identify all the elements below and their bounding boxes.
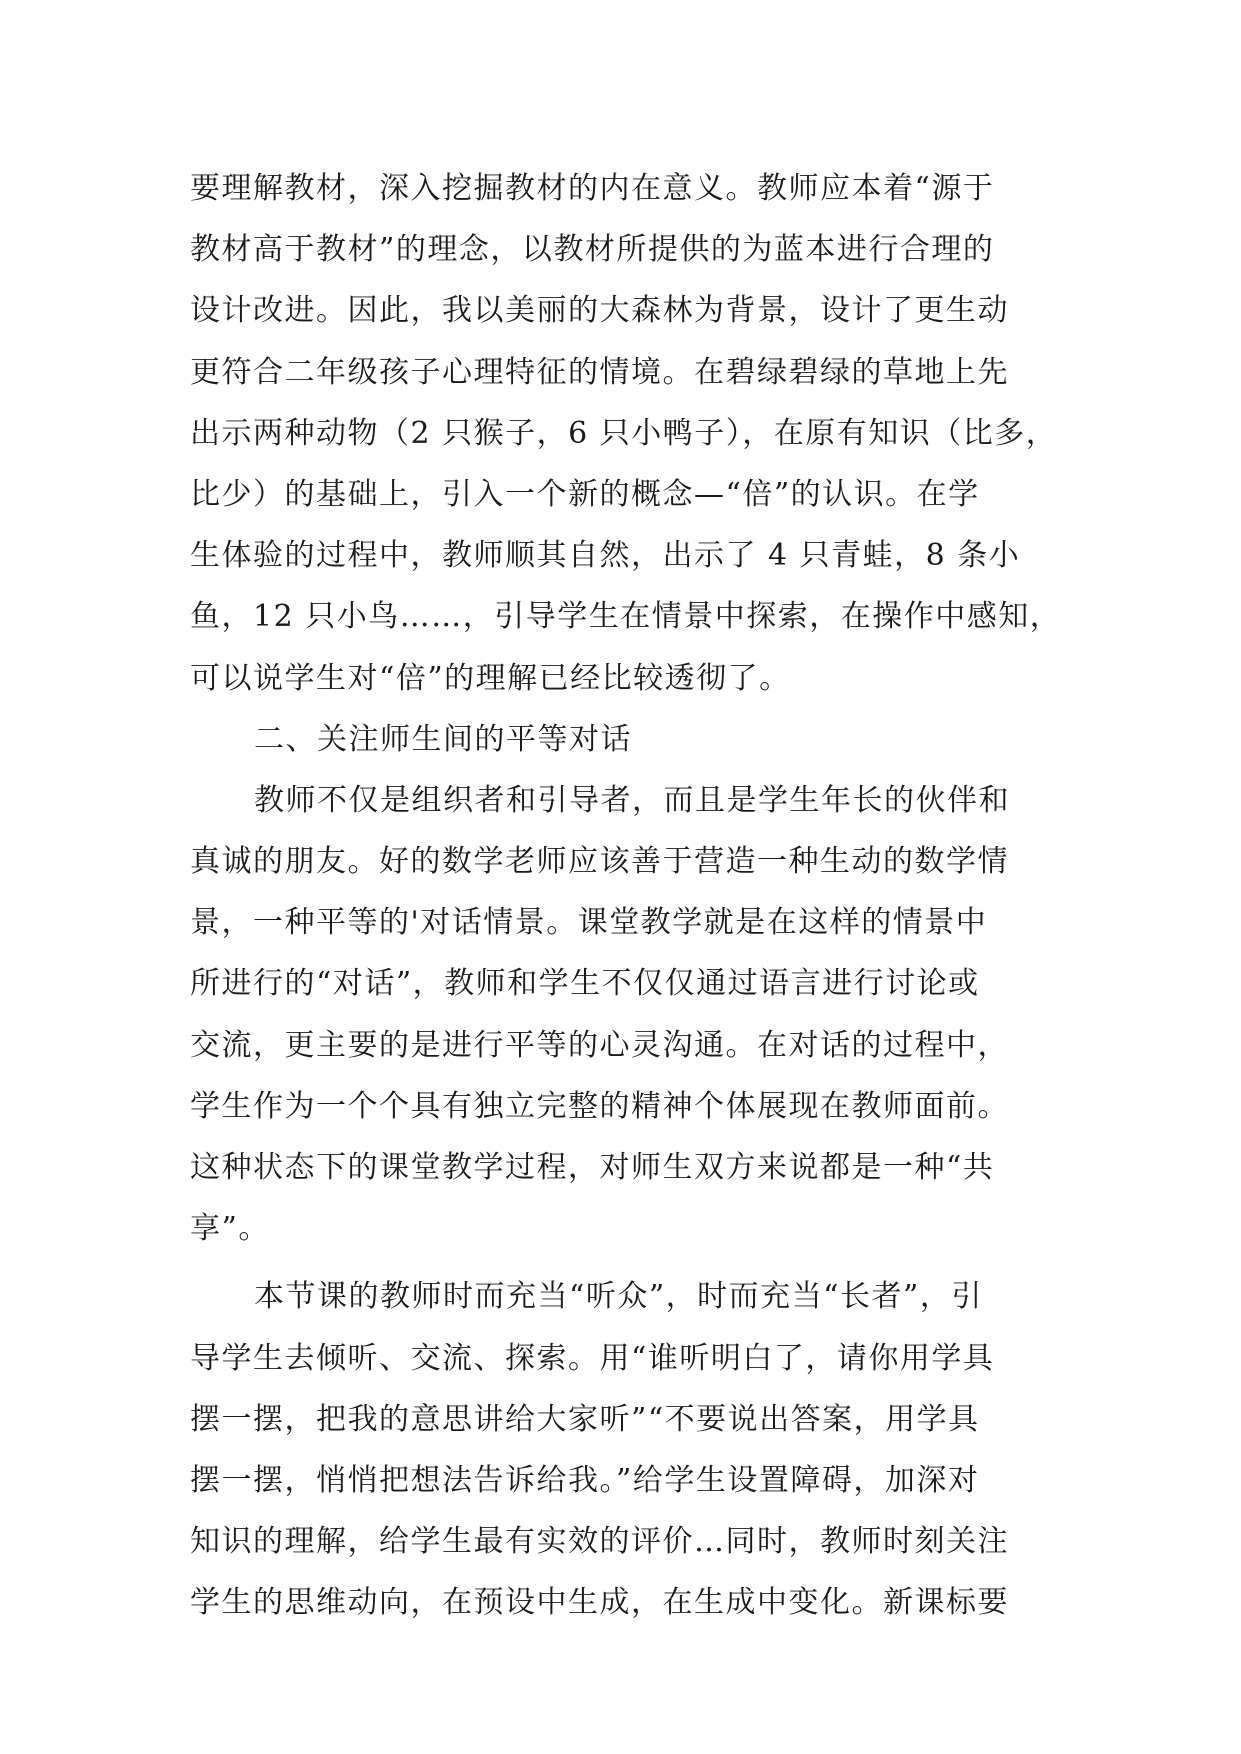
section-heading: 二、关注师生间的平等对话 xyxy=(254,721,632,757)
text-line: 鱼，12 只小鸟……，引导学生在情景中探索，在操作中感知， xyxy=(190,599,1062,635)
text-line: 景，一种平等的'对话情景。课堂教学就是在这样的情景中 xyxy=(190,905,988,941)
paragraph-1 xyxy=(190,158,1065,709)
text-line: 这种状态下的课堂教学过程，对师生双方来说都是一种“共 xyxy=(190,1150,995,1185)
text-line: 导学生去倾听、交流、探索。用“谁听明白了，请你用学具 xyxy=(190,1340,995,1376)
text-line: 教材高于教材”的理念，以教材所提供的为蓝本进行合理的 xyxy=(190,232,995,268)
text-line: 真诚的朋友。好的数学老师应该善于营造一种生动的数学情 xyxy=(190,844,1009,880)
text-line: 生体验的过程中，教师顺其自然，出示了 4 只青蛙，8 条小 xyxy=(190,538,1021,574)
text-line: 教师不仅是组织者和引导者，而且是学生年长的伙伴和 xyxy=(254,782,1010,818)
text-line: 本节课的教师时而充当“听众”，时而充当“长者”，引 xyxy=(254,1279,983,1315)
text-line: 学生的思维动向，在预设中生成，在生成中变化。新课标要 xyxy=(190,1585,1009,1621)
paragraph-2 xyxy=(190,770,1065,1260)
text-line: 可以说学生对“倍”的理解已经比较透彻了。 xyxy=(190,660,791,696)
text-line: 享”。 xyxy=(190,1211,270,1247)
text-line: 所进行的“对话”，教师和学生不仅仅通过语言进行讨论或 xyxy=(190,966,980,1002)
text-line: 知识的理解，给学生最有实效的评价…同时，教师时刻关注 xyxy=(190,1524,1009,1560)
text-line: 摆一摆，把我的意思讲给大家听”“不要说出答案，用学具 xyxy=(190,1401,980,1437)
text-line: 出示两种动物（2 只猴子，6 只小鸭子），在原有知识（比多， xyxy=(190,415,1058,451)
text-line: 设计改进。因此，我以美丽的大森林为背景，设计了更生动 xyxy=(190,293,1009,329)
text-line: 交流，更主要的是进行平等的心灵沟通。在对话的过程中， xyxy=(190,1027,1009,1063)
text-line: 学生作为一个个具有独立完整的精神个体展现在教师面前。 xyxy=(190,1088,1009,1124)
text-line: 更符合二年级孩子心理特征的情境。在碧绿碧绿的草地上先 xyxy=(190,354,1009,390)
document-body xyxy=(190,158,1065,1634)
text-line: 摆一摆，悄悄把想法告诉给我。”给学生设置障碍，加深对 xyxy=(190,1462,980,1498)
text-line: 要理解教材，深入挖掘教材的内在意义。教师应本着“源于 xyxy=(190,171,995,206)
paragraph-3 xyxy=(190,1266,1065,1633)
text-line: 比少）的基础上，引入一个新的概念—“倍”的认识。在学 xyxy=(190,476,980,512)
